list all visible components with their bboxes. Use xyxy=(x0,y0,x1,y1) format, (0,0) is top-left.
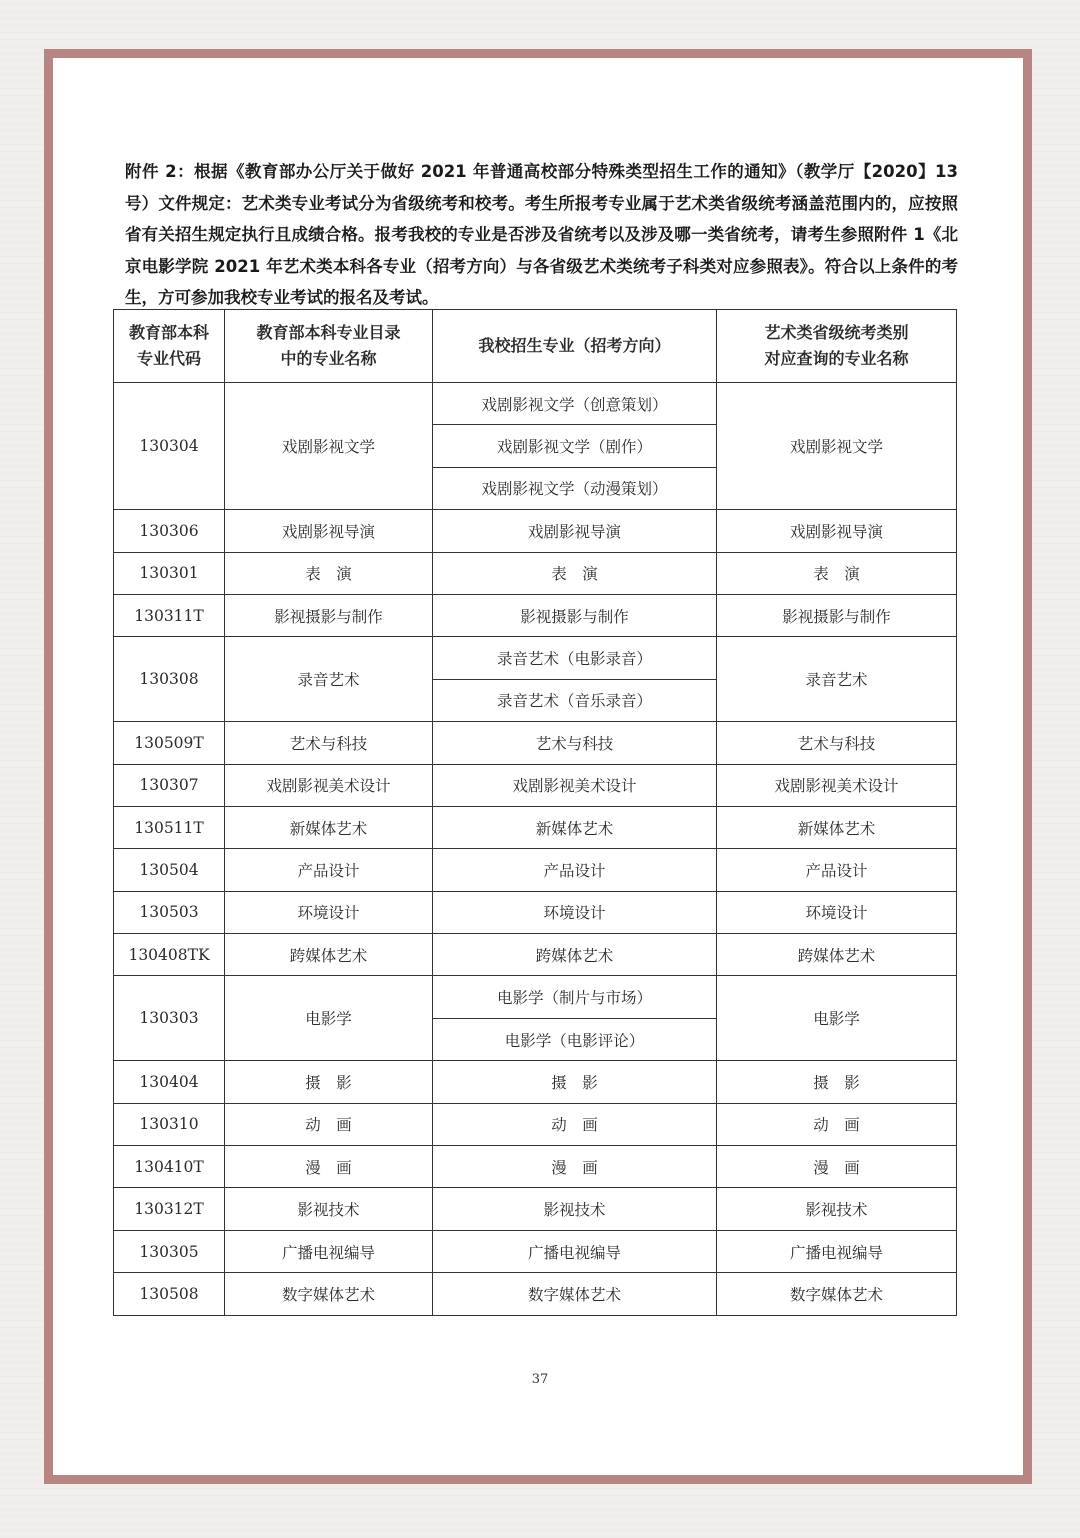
cell-provincial-name: 跨媒体艺术 xyxy=(717,934,957,976)
cell-provincial-name: 产品设计 xyxy=(717,849,957,891)
intro-paragraph: 附件 2：根据《教育部办公厅关于做好 2021 年普通高校部分特殊类型招生工作的通知》（教学厅【2020】13 号）文件规定：艺术类专业考试分为省级统考和校考。考生所报考专业属于艺术类省级统考涵盖范围内的，应按照省有关招生规定执行且成绩合格。报考我校的专业是否涉及省统考以及涉及哪一类省统考，请考生参照附件 1《北京电影学院 2021 年艺术类本科各专业（招考方向）与各省级艺术类统考子科类对应参照表》。符合以上条件的考生，方可参加我校专业考试的报名及考试。 xyxy=(125,162,958,307)
table-row xyxy=(114,891,957,933)
table-row xyxy=(114,722,957,764)
cell-catalog-name: 动 画 xyxy=(225,1103,433,1145)
cell-catalog-name: 影视摄影与制作 xyxy=(225,594,433,636)
cell-catalog-name: 环境设计 xyxy=(225,891,433,933)
cell-school-major: 摄 影 xyxy=(433,1061,717,1103)
cell-catalog-name: 漫 画 xyxy=(225,1146,433,1188)
cell-catalog-name: 戏剧影视美术设计 xyxy=(225,764,433,806)
cell-code: 130408TK xyxy=(114,934,225,976)
cell-school-major: 漫 画 xyxy=(433,1146,717,1188)
cell-provincial-name: 影视摄影与制作 xyxy=(717,594,957,636)
header-catalog-line-1: 教育部本科专业目录 xyxy=(256,323,401,342)
cell-provincial-name: 录音艺术 xyxy=(717,637,957,722)
table-row xyxy=(114,594,957,636)
header-catalog-name xyxy=(225,310,433,383)
table-row xyxy=(114,934,957,976)
cell-catalog-name: 录音艺术 xyxy=(225,637,433,722)
cell-catalog-name: 产品设计 xyxy=(225,849,433,891)
cell-school-major: 影视摄影与制作 xyxy=(433,594,717,636)
table-body xyxy=(114,383,957,1316)
cell-provincial-name: 艺术与科技 xyxy=(717,722,957,764)
table-row xyxy=(114,383,957,425)
cell-provincial-name: 数字媒体艺术 xyxy=(717,1273,957,1315)
header-code-line-1: 教育部本科 xyxy=(128,323,209,342)
cell-provincial-name: 新媒体艺术 xyxy=(717,806,957,848)
header-provincial-line-2: 对应查询的专业名称 xyxy=(764,349,909,368)
cell-provincial-name: 环境设计 xyxy=(717,891,957,933)
cell-provincial-name: 漫 画 xyxy=(717,1146,957,1188)
cell-school-major: 新媒体艺术 xyxy=(433,806,717,848)
cell-code: 130508 xyxy=(114,1273,225,1315)
table-row xyxy=(114,1146,957,1188)
table-row xyxy=(114,849,957,891)
cell-school-major: 动 画 xyxy=(433,1103,717,1145)
cell-school-major: 戏剧影视文学（剧作） xyxy=(433,425,717,467)
cell-code: 130304 xyxy=(114,383,225,510)
cell-code: 130504 xyxy=(114,849,225,891)
cell-code: 130303 xyxy=(114,976,225,1061)
cell-school-major: 录音艺术（电影录音） xyxy=(433,637,717,679)
cell-provincial-name: 广播电视编导 xyxy=(717,1230,957,1272)
cell-catalog-name: 摄 影 xyxy=(225,1061,433,1103)
cell-catalog-name: 戏剧影视文学 xyxy=(225,383,433,510)
table-row xyxy=(114,637,957,679)
cell-school-major: 戏剧影视文学（动漫策划） xyxy=(433,467,717,509)
cell-provincial-name: 戏剧影视导演 xyxy=(717,510,957,552)
cell-catalog-name: 艺术与科技 xyxy=(225,722,433,764)
table-row xyxy=(114,1061,957,1103)
cell-school-major: 艺术与科技 xyxy=(433,722,717,764)
cell-provincial-name: 戏剧影视美术设计 xyxy=(717,764,957,806)
cell-catalog-name: 新媒体艺术 xyxy=(225,806,433,848)
table-row xyxy=(114,976,957,1018)
cell-school-major: 数字媒体艺术 xyxy=(433,1273,717,1315)
cell-provincial-name: 电影学 xyxy=(717,976,957,1061)
header-school-major: 我校招生专业（招考方向） xyxy=(433,310,717,383)
cell-code: 130310 xyxy=(114,1103,225,1145)
cell-provincial-name: 动 画 xyxy=(717,1103,957,1145)
cell-catalog-name: 表 演 xyxy=(225,552,433,594)
cell-code: 130509T xyxy=(114,722,225,764)
cell-school-major: 戏剧影视文学（创意策划） xyxy=(433,383,717,425)
table-row xyxy=(114,1230,957,1272)
cell-school-major: 电影学（制片与市场） xyxy=(433,976,717,1018)
cell-catalog-name: 数字媒体艺术 xyxy=(225,1273,433,1315)
cell-code: 130311T xyxy=(114,594,225,636)
cell-code: 130312T xyxy=(114,1188,225,1230)
cell-provincial-name: 摄 影 xyxy=(717,1061,957,1103)
cell-code: 130305 xyxy=(114,1230,225,1272)
cell-catalog-name: 跨媒体艺术 xyxy=(225,934,433,976)
cell-code: 130404 xyxy=(114,1061,225,1103)
cell-provincial-name: 影视技术 xyxy=(717,1188,957,1230)
table-header-row xyxy=(114,310,957,383)
table-row xyxy=(114,552,957,594)
header-provincial-line-1: 艺术类省级统考类别 xyxy=(764,323,909,342)
cell-school-major: 产品设计 xyxy=(433,849,717,891)
table-row xyxy=(114,1103,957,1145)
table-row xyxy=(114,764,957,806)
cell-provincial-name: 表 演 xyxy=(717,552,957,594)
cell-code: 130410T xyxy=(114,1146,225,1188)
cell-provincial-name: 戏剧影视文学 xyxy=(717,383,957,510)
table-row xyxy=(114,510,957,552)
cell-school-major: 环境设计 xyxy=(433,891,717,933)
cell-school-major: 影视技术 xyxy=(433,1188,717,1230)
cell-catalog-name: 影视技术 xyxy=(225,1188,433,1230)
cell-code: 130511T xyxy=(114,806,225,848)
cell-school-major: 跨媒体艺术 xyxy=(433,934,717,976)
cell-code: 130503 xyxy=(114,891,225,933)
major-table xyxy=(113,309,957,1316)
cell-school-major: 电影学（电影评论） xyxy=(433,1018,717,1060)
table-row xyxy=(114,806,957,848)
cell-catalog-name: 广播电视编导 xyxy=(225,1230,433,1272)
cell-school-major: 广播电视编导 xyxy=(433,1230,717,1272)
header-code-line-2: 专业代码 xyxy=(136,349,201,368)
header-provincial-name xyxy=(717,310,957,383)
cell-school-major: 表 演 xyxy=(433,552,717,594)
cell-school-major: 录音艺术（音乐录音） xyxy=(433,679,717,721)
cell-school-major: 戏剧影视导演 xyxy=(433,510,717,552)
cell-code: 130308 xyxy=(114,637,225,722)
cell-catalog-name: 戏剧影视导演 xyxy=(225,510,433,552)
cell-code: 130301 xyxy=(114,552,225,594)
table-row xyxy=(114,1273,957,1315)
header-catalog-line-2: 中的专业名称 xyxy=(280,349,377,368)
cell-catalog-name: 电影学 xyxy=(225,976,433,1061)
cell-code: 130306 xyxy=(114,510,225,552)
table-row xyxy=(114,1188,957,1230)
cell-code: 130307 xyxy=(114,764,225,806)
cell-school-major: 戏剧影视美术设计 xyxy=(433,764,717,806)
header-code xyxy=(114,310,225,383)
page-number: 37 xyxy=(531,1372,549,1387)
